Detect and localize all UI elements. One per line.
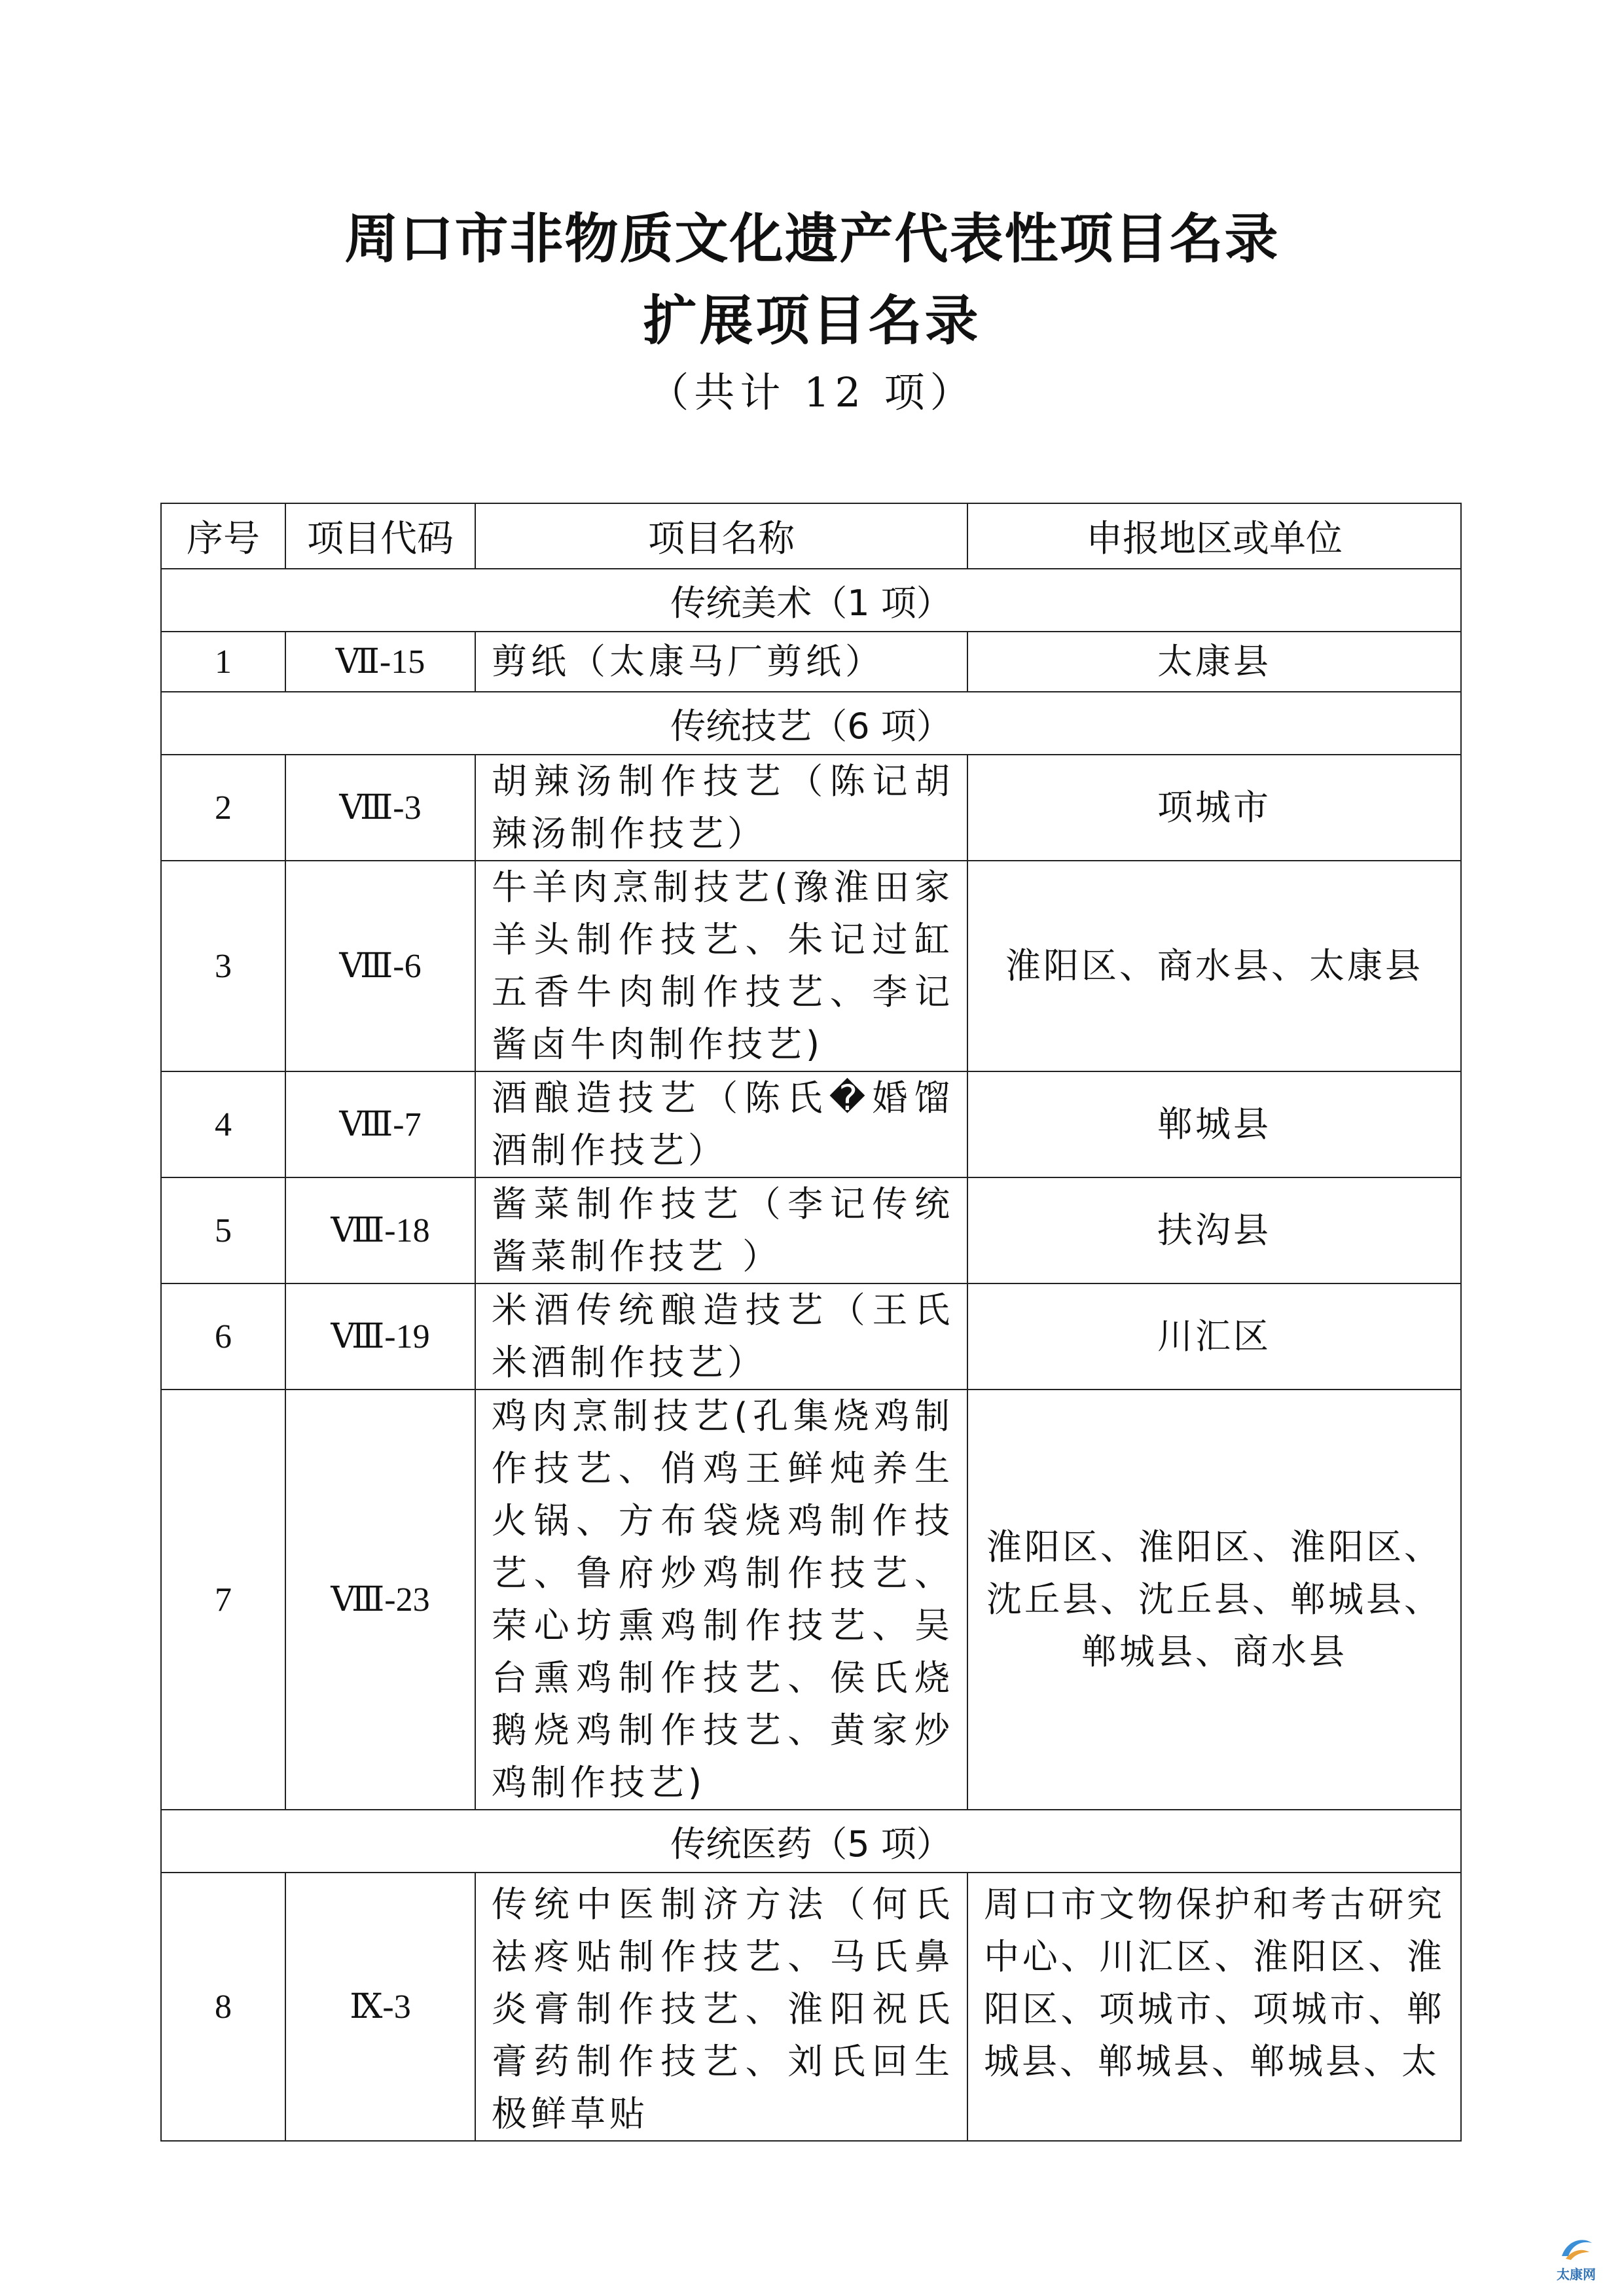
row-code: Ⅷ-18 xyxy=(285,1177,475,1283)
site-watermark-logo xyxy=(1548,2232,1604,2283)
row-region: 淮阳区、商水县、太康县 xyxy=(967,861,1461,1071)
header-code: 项目代码 xyxy=(285,503,475,569)
row-region: 扶沟县 xyxy=(967,1177,1461,1283)
row-region: 周口市文物保护和考古研究中心、川汇区、淮阳区、淮阳区、项城市、项城市、郸城县、郸城县、郸城县、太 xyxy=(967,1873,1461,2141)
category-label: 传统医药（5 项） xyxy=(161,1810,1461,1873)
header-name: 项目名称 xyxy=(475,503,967,569)
table-row xyxy=(161,755,1461,861)
category-row xyxy=(161,569,1461,632)
table-row xyxy=(161,1283,1461,1390)
row-code: Ⅷ-23 xyxy=(285,1390,475,1810)
row-name: 传统中医制济方法（何氏祛疼贴制作技艺、马氏鼻炎膏制作技艺、淮阳祝氏膏药制作技艺、刘氏回生极鲜草贴 xyxy=(475,1873,967,2141)
table-row xyxy=(161,1390,1461,1810)
row-name: 鸡肉烹制技艺(孔集烧鸡制作技艺、俏鸡王鲜炖养生火锅、方布袋烧鸡制作技艺、鲁府炒鸡制作技艺、荣心坊熏鸡制作技艺、吴台熏鸡制作技艺、侯氏烧鹅烧鸡制作技艺、黄家炒鸡制作技艺) xyxy=(475,1390,967,1810)
row-code: Ⅷ-3 xyxy=(285,755,475,861)
row-name: 剪纸（太康马厂剪纸） xyxy=(475,632,967,692)
row-region: 川汇区 xyxy=(967,1283,1461,1390)
row-name: 酱菜制作技艺（李记传统酱菜制作技艺 ） xyxy=(475,1177,967,1283)
row-seq: 1 xyxy=(161,632,285,692)
document-title: 周口市非物质文化遗产代表性项目名录 xyxy=(344,207,1280,270)
category-label: 传统美术（1 项） xyxy=(161,569,1461,632)
table-row xyxy=(161,632,1461,692)
header-region: 申报地区或单位 xyxy=(967,503,1461,569)
row-region: 项城市 xyxy=(967,755,1461,861)
table-row xyxy=(161,1873,1461,2141)
row-seq: 2 xyxy=(161,755,285,861)
row-seq: 5 xyxy=(161,1177,285,1283)
row-seq: 3 xyxy=(161,861,285,1071)
table-row xyxy=(161,861,1461,1071)
row-region: 太康县 xyxy=(967,632,1461,692)
row-region: 淮阳区、淮阳区、淮阳区、沈丘县、沈丘县、郸城县、郸城县、商水县 xyxy=(967,1390,1461,1810)
row-name: 胡辣汤制作技艺（陈记胡辣汤制作技艺） xyxy=(475,755,967,861)
heritage-table xyxy=(160,503,1462,2142)
header-seq: 序号 xyxy=(161,503,285,569)
row-seq: 4 xyxy=(161,1071,285,1177)
row-name: 牛羊肉烹制技艺(豫淮田家羊头制作技艺、朱记过缸五香牛肉制作技艺、李记酱卤牛肉制作技艺) xyxy=(475,861,967,1071)
watermark-swoosh-icon xyxy=(1557,2234,1596,2264)
row-seq: 6 xyxy=(161,1283,285,1390)
table-row xyxy=(161,1071,1461,1177)
row-name: 酒酿造技艺（陈氏�婚馏酒制作技艺） xyxy=(475,1071,967,1177)
row-code: Ⅷ-7 xyxy=(285,1071,475,1177)
document-count: （共计 12 项） xyxy=(648,368,976,416)
row-code: Ⅷ-19 xyxy=(285,1283,475,1390)
table-row xyxy=(161,1177,1461,1283)
row-seq: 7 xyxy=(161,1390,285,1810)
watermark-text: 太康网 xyxy=(1557,2267,1596,2282)
row-code: Ⅷ-6 xyxy=(285,861,475,1071)
row-name: 米酒传统酿造技艺（王氏米酒制作技艺） xyxy=(475,1283,967,1390)
category-row xyxy=(161,1810,1461,1873)
category-row xyxy=(161,692,1461,755)
document-subtitle: 扩展项目名录 xyxy=(643,289,981,352)
row-seq: 8 xyxy=(161,1873,285,2141)
category-label: 传统技艺（6 项） xyxy=(161,692,1461,755)
row-region: 郸城县 xyxy=(967,1071,1461,1177)
row-code: Ⅸ-3 xyxy=(285,1873,475,2141)
row-code: Ⅶ-15 xyxy=(285,632,475,692)
table-header-row xyxy=(161,503,1461,569)
